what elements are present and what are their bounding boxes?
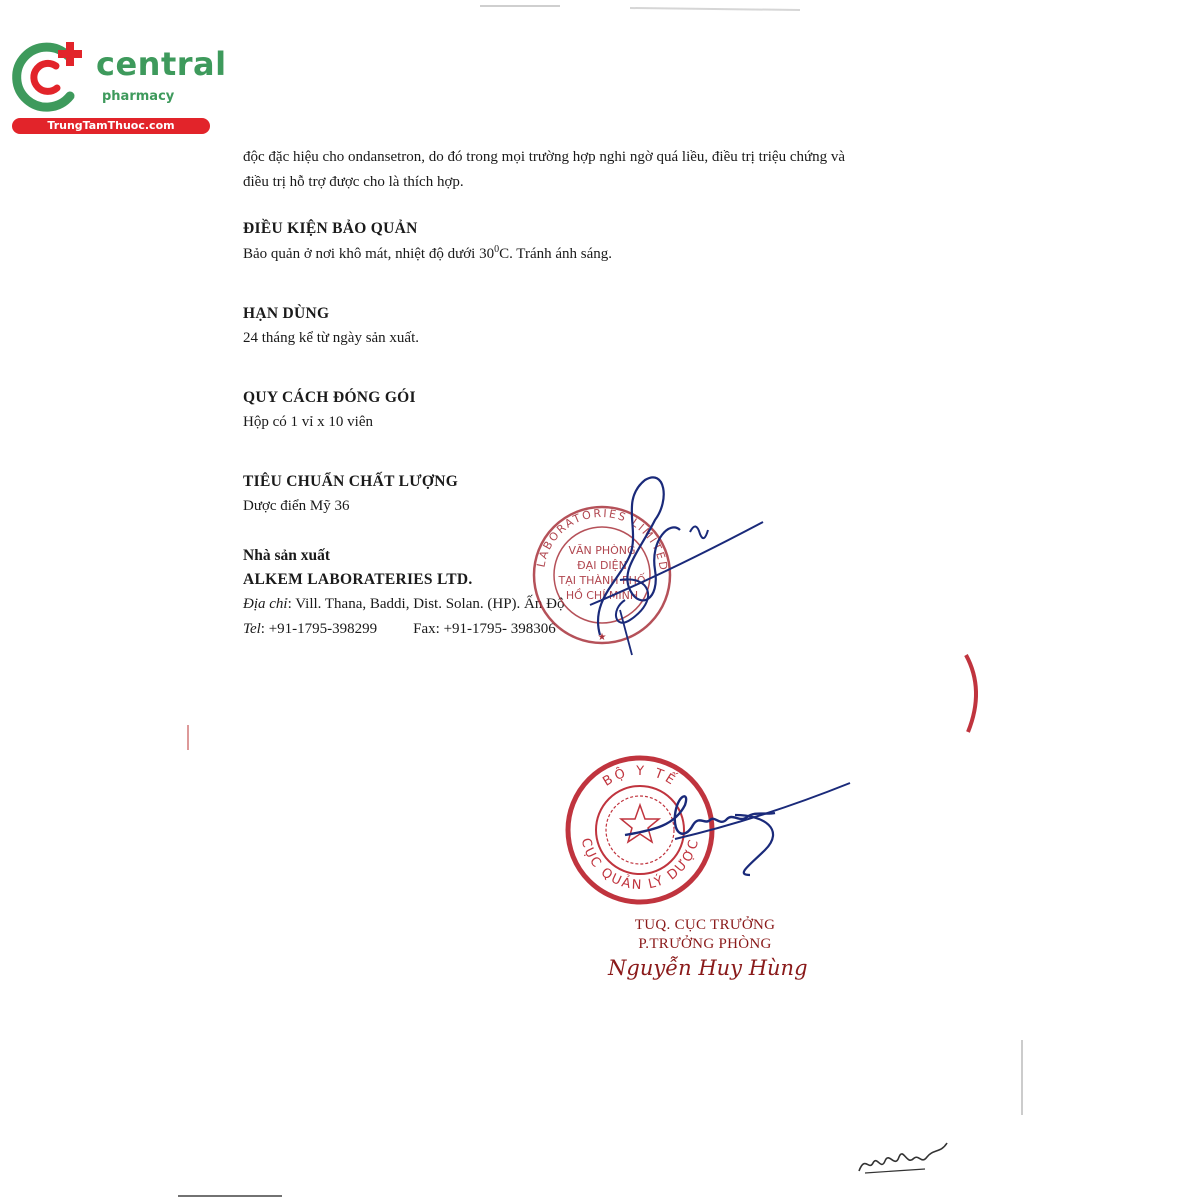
quality-text: Dược điển Mỹ 36 — [243, 498, 350, 514]
address-value: : Vill. Thana, Baddi, Dist. Solan. (HP). Ấn Độ — [287, 596, 565, 612]
svg-text:★: ★ — [597, 632, 607, 643]
shelf-life-heading: HẠN DÙNG — [243, 305, 330, 322]
signature-2-icon — [615, 775, 855, 885]
logo-brand: central — [96, 45, 227, 83]
stamp1-line2: ĐẠI DIỆN — [577, 559, 627, 572]
tel-label: Tel — [243, 621, 261, 637]
stamp1-line4: HỒ CHÍ MINH — [565, 589, 639, 602]
fax-value: Fax: +91-1795- 398306 — [413, 621, 556, 637]
manufacturer-name: ALKEM LABORATERIES LTD. — [243, 571, 473, 588]
storage-text-before: Bảo quản ở nơi khô mát, nhiệt độ dưới 30 — [243, 246, 495, 262]
manufacturer-heading: Nhà sản xuất — [243, 547, 330, 564]
signatory-name: Nguyễn Huy Hùng — [608, 956, 808, 980]
shelf-life-text: 24 tháng kể từ ngày sản xuất. — [243, 330, 420, 346]
logo-site-url[interactable]: TrungTamThuoc.com — [12, 118, 210, 134]
signature-1-icon — [560, 460, 780, 660]
initials-mark-icon — [855, 1135, 955, 1180]
stamp2-top-text: BỘ Y TẾ — [600, 763, 680, 790]
stamp1-line3: TẠI THÀNH PHỐ — [558, 574, 646, 587]
intro-line-2: điều trị hỗ trợ được cho là thích hợp. — [243, 174, 464, 190]
manufacturer-address — [243, 596, 564, 613]
manufacturer-contact — [243, 621, 556, 638]
address-label: Địa chỉ — [243, 596, 288, 612]
stamp2-bottom-text: CỤC QUẢN LÝ DƯỢC — [577, 836, 703, 894]
packaging-heading: QUY CÁCH ĐÓNG GÓI — [243, 389, 416, 406]
stamp1-line1: VĂN PHÒNG — [568, 544, 636, 557]
storage-text — [243, 244, 612, 263]
stamp1-ring-text: LABORATORIES LIMITED — [534, 506, 671, 573]
tel-value: : +91-1795-398299 — [260, 621, 378, 637]
storage-degree: 0 — [494, 244, 500, 255]
signatory-line-2: P.TRƯỞNG PHÒNG — [638, 936, 772, 952]
intro-line-1: độc đặc hiệu cho ondansetron, do đó trong mọi trường hợp nghi ngờ quá liều, điều trị triệu chứng và — [243, 149, 846, 165]
quality-heading: TIÊU CHUẨN CHẤT LƯỢNG — [243, 473, 459, 490]
logo-sub: pharmacy — [102, 89, 175, 104]
storage-heading: ĐIỀU KIỆN BẢO QUẢN — [243, 220, 418, 237]
packaging-text: Hộp có 1 vỉ x 10 viên — [243, 414, 373, 430]
signatory-line-1: TUQ. CỤC TRƯỞNG — [634, 917, 776, 933]
storage-text-after: C. Tránh ánh sáng. — [499, 246, 613, 262]
